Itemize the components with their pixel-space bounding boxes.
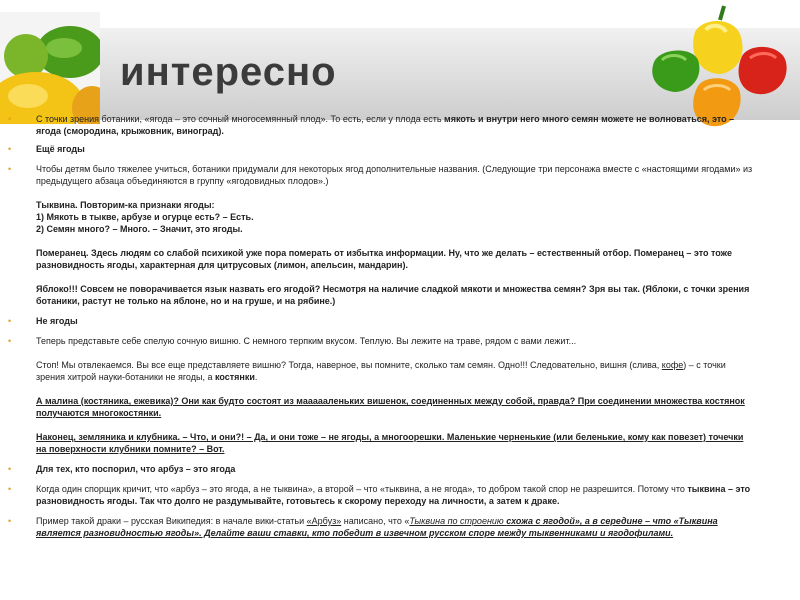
text: Тыквина по строению — [409, 516, 507, 526]
text: ) – с точки зрения хитрой науки-ботаники не ягоды, а — [36, 360, 726, 382]
text: Когда один спорщик кричит, что «арбуз – это ягода, а не тыквина», а второй – что «тыквина, а не ягода», то добром такой спор не разрешится. Потому что — [36, 484, 688, 494]
list-item — [8, 315, 756, 327]
bullet-icon: • — [8, 484, 12, 494]
text: Стоп! Мы отвлекаемся. Вы все еще представляете вишню? Тогда, наверное, вы помните, сколько там семян. Одно!!! Следовательно, вишня (слива, — [36, 360, 662, 370]
bullet-icon: • — [8, 464, 12, 474]
text: написано, что « — [341, 516, 410, 526]
coffee-link[interactable]: кофе — [661, 360, 684, 370]
bullet-icon: • — [8, 164, 12, 174]
paragraph: А малина (костяника, ежевика)? Они как будто состоят из маааааленьких вишенок, соединенных между собой, правда? При соединении множества костянок получаются многокостянки. — [36, 396, 745, 418]
list-item — [8, 463, 756, 475]
bullet-icon: • — [8, 114, 12, 124]
paragraph: 1) Мякоть в тыкве, арбузе и огурце есть? – Есть. — [36, 212, 254, 222]
bullet-icon: • — [8, 336, 12, 346]
paragraph — [36, 359, 756, 383]
list-item — [8, 515, 756, 539]
list-item — [8, 483, 756, 507]
text: ». Делайте ваши ставки, кто победит в извечном русском споре между тыквенниками и ягодофилами. — [194, 528, 674, 538]
text: Пример такой драки – русская Википедия: в начале вики-статьи — [36, 516, 307, 526]
bullet-icon: • — [8, 316, 12, 326]
paragraph — [36, 113, 756, 137]
paragraph: Чтобы детям было тяжелее учиться, ботаники придумали для некоторых ягод дополнительные названия. (Следующие три персонажа вместе с «настоящими ягодами» из предыдущего абзаца объединяются в группу «ягодовидных плодов».) — [36, 164, 753, 186]
list-item — [8, 335, 756, 455]
text: Тыквина является разновидностью ягоды — [36, 516, 718, 538]
paragraph: Наконец, земляника и клубника. – Что, и они?! – Да, и они тоже – не ягоды, а многоорешки. Маленькие черненькие (или беленькие, кому как повезет) точечки на поверхности клубники помните? – Вот. — [36, 432, 744, 454]
paragraph: Теперь представьте себе спелую сочную вишню. С немного терпким вкусом. Теплую. Вы лежите на траве, рядом с вами лежит... — [36, 336, 577, 346]
text: мякоть и внутри него много семян можете не волноваться, это – ягода (смородина, крыжовник, виноград). — [36, 114, 735, 136]
text: С точки зрения ботаники, «ягода – это сочный многосемянный плод». То есть, если у плода есть — [36, 114, 445, 124]
heading: Ещё ягоды — [36, 144, 85, 154]
slide-title: интересно — [120, 50, 337, 94]
text: . — [254, 372, 258, 382]
heading: Не ягоды — [36, 316, 78, 326]
text: костянки — [214, 372, 255, 382]
text: схожа с ягодой — [506, 516, 575, 526]
text: », а в середине – что « — [574, 516, 679, 526]
list-item — [8, 143, 756, 155]
paragraph: Тыквина. Повторим-ка признаки ягоды: — [36, 200, 215, 210]
bullet-icon: • — [8, 144, 12, 154]
paragraph — [36, 515, 756, 539]
paragraph — [36, 483, 756, 507]
bullet-icon: • — [8, 516, 12, 526]
arbuz-link[interactable]: «Арбуз» — [306, 516, 342, 526]
text: тыквина – это разновидность ягоды. Так что долго не раздумывайте, готовьтесь к скорому переходу на личности, а затем к драке. — [36, 484, 751, 506]
heading: Для тех, кто поспорил, что арбуз – это ягода — [36, 464, 236, 474]
list-item — [8, 113, 756, 137]
paragraph: Померанец. Здесь людям со слабой психикой уже пора померать от избытка информации. Ну, что же делать – естественный отбор. Померанец – это тоже разновидность ягоды, характерная для цитрусовых (лимон, апельсин, мандарин). — [36, 248, 732, 270]
slide-content — [8, 113, 756, 547]
paragraph: Яблоко!!! Совсем не поворачивается язык назвать его ягодой? Несмотря на наличие сладкой мякоти и множества семян? Зря вы так. (Яблоки, с точки зрения ботаники, растут не только на яблоне, но и на груше, и на рябине.) — [36, 284, 750, 306]
list-item — [8, 163, 756, 307]
paragraph: 2) Семян много? – Много. – Значит, это ягоды. — [36, 224, 243, 234]
citrus-fruit-image — [0, 12, 100, 124]
